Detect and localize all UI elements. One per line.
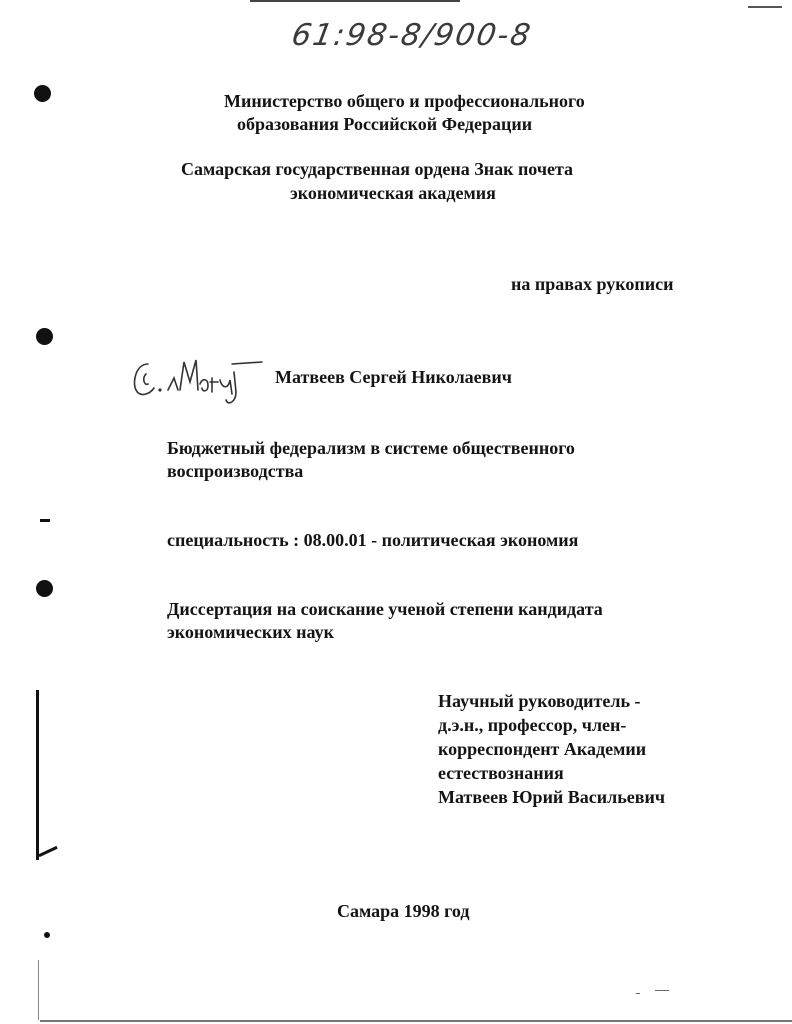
ministry-line-1: Министерство общего и профессионального <box>224 91 585 111</box>
city-year: Самара 1998 год <box>337 901 470 921</box>
author-name: Матвеев Сергей Николаевич <box>275 367 512 387</box>
scan-speck-2 <box>636 993 640 994</box>
punch-hole-2 <box>36 328 53 345</box>
degree-line-2: экономических наук <box>167 622 334 642</box>
author-signature <box>128 352 268 410</box>
bottom-edge <box>40 1020 792 1022</box>
archive-code: 61:98-8/900-8 <box>288 18 535 53</box>
left-margin-bar <box>36 690 39 860</box>
signature-scribble <box>128 352 268 410</box>
supervisor-line-2: д.э.н., профессор, член- <box>438 715 627 735</box>
scan-top-edge <box>250 0 460 2</box>
ministry-line-2: образования Российской Федерации <box>237 114 533 134</box>
left-margin-faint <box>38 960 39 1020</box>
punch-hole-3 <box>36 580 53 597</box>
scan-speck <box>655 990 669 991</box>
thesis-title-line-2: воспроизводства <box>167 461 304 481</box>
margin-tick-1 <box>40 519 50 522</box>
supervisor-line-3: корреспондент Академии <box>438 739 647 759</box>
punch-hole-1 <box>34 85 51 102</box>
degree-line-1: Диссертация на соискание ученой степени кандидата <box>167 599 603 619</box>
academy-line-2: экономическая академия <box>290 183 496 203</box>
margin-dot-4 <box>44 932 50 938</box>
left-margin-hook <box>38 846 57 857</box>
academy-line-1: Самарская государственная ордена Знак почета <box>181 159 574 179</box>
thesis-title-line-1: Бюджетный федерализм в системе общественного <box>167 438 575 458</box>
scan-top-right-mark <box>748 6 782 8</box>
supervisor-line-4: естествознания <box>438 763 564 783</box>
specialty: специальность : 08.00.01 - политическая экономия <box>167 530 579 550</box>
supervisor-name: Матвеев Юрий Васильевич <box>438 787 666 807</box>
manuscript-note: на правах рукописи <box>511 274 674 294</box>
supervisor-line-1: Научный руководитель - <box>438 691 641 711</box>
